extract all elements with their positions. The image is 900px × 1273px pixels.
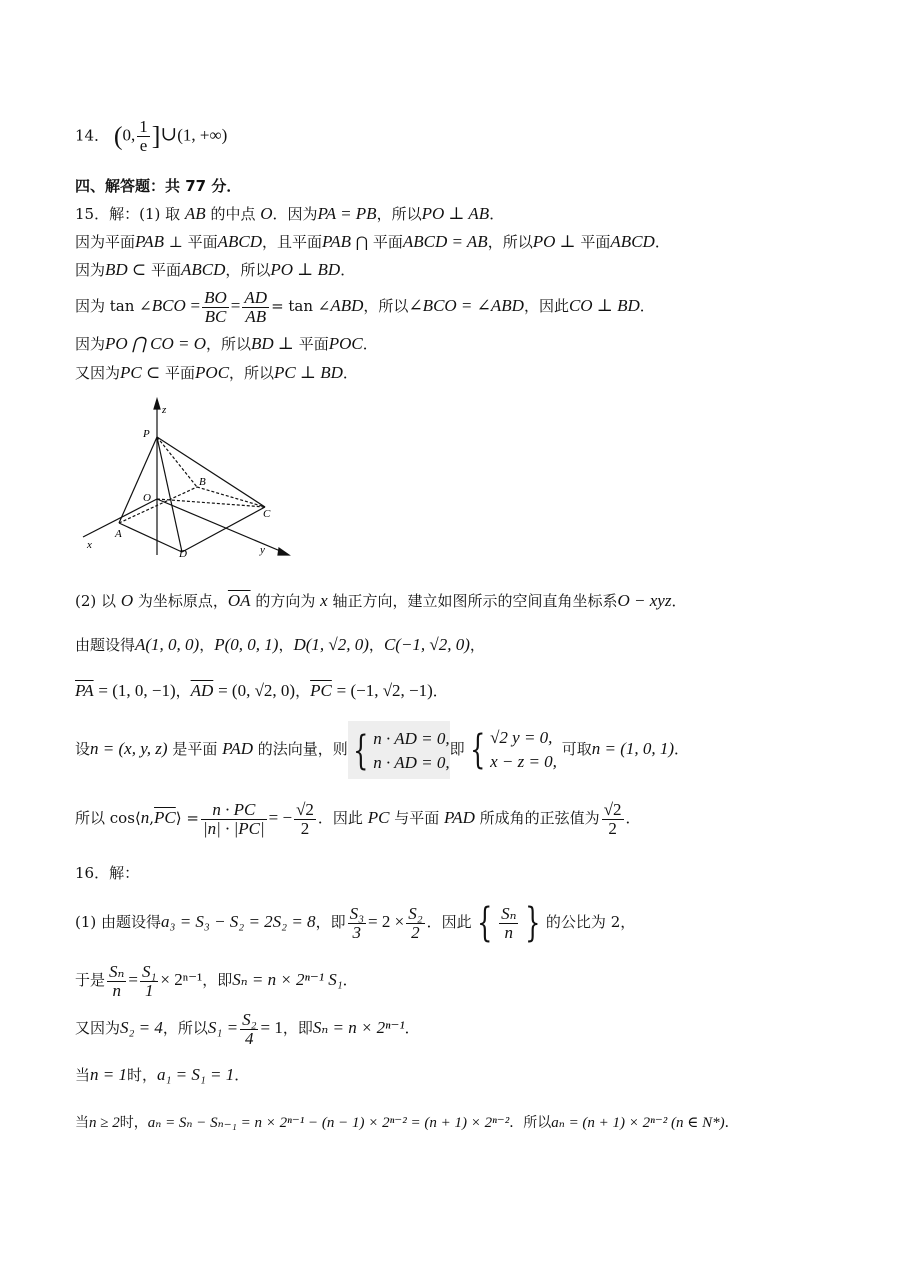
q15-line-2: 因为平面PAB ⊥ 平面ABCD，且平面PAB ⋂ 平面ABCD = AB，所以PO ⊥ 平面ABCD． (75, 232, 670, 251)
q16-line-1: (1) 由题设得a₃ = S₃ − S₂ = 2S₂ = 8，即 $\frac{\text{S₃}}{3}$ = 2 × $\frac{\text{S₂}}{2}$ ．因此 { $\frac{\text{Sₙ}}{n}$ } 的公比为 2， (75, 900, 636, 946)
q15-line-4: 因为 tan ∠BCO = $\frac{BO}{BC}$ = $\frac{AD}{AB}$ = tan ∠ABD，所以∠BCO = ∠ABD，因此CO ⊥ BD． (75, 287, 655, 326)
label-y: y (260, 544, 265, 556)
label-x: x (87, 539, 92, 551)
q14-frac: $\frac{1}{e}$ (139, 117, 148, 155)
label-O: O (143, 492, 151, 504)
q15-line-6: 又因为PC ⊂ 平面POC，所以PC ⊥ BD． (75, 363, 358, 382)
q14-interval: (1, +∞) (177, 125, 228, 145)
q14-number: 14． (75, 126, 110, 145)
pyramid-figure (75, 395, 305, 565)
q16-head: 16．解： (75, 864, 140, 882)
q16-line-5: 当n ≥ 2时，aₙ = Sₙ − Sₙ₋₁ = n × 2ⁿ⁻¹ − (n − 1) × 2ⁿ⁻² = (n + 1) × 2ⁿ⁻²．所以aₙ = (n + 1) × 2ⁿ⁻² (n ∈ N*)． (75, 1115, 739, 1131)
q16-line-2: 于是 $\frac{\text{Sₙ}}{n}$ = $\frac{\text{S₁}}{1}$ × 2ⁿ⁻¹，即Sₙ = n × 2ⁿ⁻¹ S₁． (75, 961, 358, 1000)
normal-system-box: { n · AD = 0, n · AD = 0, (348, 721, 450, 779)
q14-line (75, 118, 227, 155)
q16-line-4: 当n = 1时，a₁ = S₁ = 1． (75, 1065, 250, 1084)
label-C: C (263, 508, 271, 520)
q15-cos-line: 所以 $\cos⟨n,\overline{PC}⟩$ = $\frac{n \cdot PC}{|n| \cdot |PC|}$ = − $\frac{√2}{2}$ ．因此 PC 与平面 PAD 所成角的正弦值为 $\frac{√2}{2}$ ． (75, 799, 641, 838)
q15-normal-line: 设n = (x, y, z) 是平面 PAD 的法向量，则 { n · AD = 0, n · AD = 0, 即 { √2 y = 0, x − z = 0, 可取n = (1, 0, 1)． (75, 720, 689, 779)
q14-union: ∪ (160, 123, 178, 146)
q14-close-bracket: ] (151, 121, 161, 151)
q15-line-3: 因为BD ⊂ 平面ABCD，所以PO ⊥ BD． (75, 260, 356, 279)
q15-line-1: 15．解：(1) 取 AB 的中点 O．因为PA = PB，所以PO ⊥ AB． (75, 204, 505, 223)
label-z: z (162, 404, 167, 416)
section-title: 四、解答题：共 77 分． (75, 177, 242, 195)
q15-line-5: 因为PO ⋂ CO = O，所以BD ⊥ 平面POC． (75, 334, 378, 353)
q16-line-3: 又因为S₂ = 4，所以S₁ = $\frac{\text{S₂}}{4}$ = 1，即Sₙ = n × 2ⁿ⁻¹． (75, 1009, 420, 1048)
label-D: D (179, 548, 187, 560)
q14-open-paren: ( (113, 121, 123, 151)
label-A: A (115, 528, 122, 540)
q15-vectors-line: $\overline{PA} = (1$, 0, −1)，$\overline{AD} = (0$, √2, 0)，$\overline{PC} = (-1$, √2, −1)． (75, 681, 448, 700)
q14-zero: 0, (122, 125, 136, 145)
label-B: B (199, 476, 206, 488)
q15-coords-line: 由题设得A(1, 0, 0)，P(0, 0, 1)，D(1, √2, 0)，C(−1, √2, 0)， (75, 635, 485, 654)
label-P: P (143, 428, 150, 440)
q15-part2-line: (2) 以 O 为坐标原点，$\overline{OA}$ 的方向为 x 轴正方向，建立如图所示的空间直角坐标系O − xyz． (75, 591, 687, 610)
